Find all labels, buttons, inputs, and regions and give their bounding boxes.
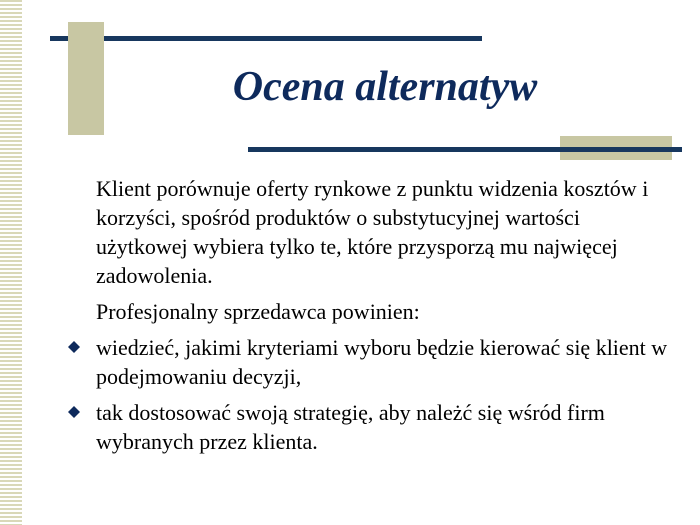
slide-title: Ocena alternatyw (232, 64, 538, 110)
body-paragraph-2: Profesjonalny sprzedawca powinien: (96, 299, 420, 324)
bullet-item-2 (96, 398, 676, 456)
diamond-bullet-icon (68, 406, 80, 418)
bullet-text-2: tak dostosować swoją strategię, aby należć się wśród firm wybranych przez klienta. (96, 400, 605, 454)
bottom-rule-line (248, 147, 682, 152)
slide-body (96, 174, 676, 463)
body-paragraph-1: Klient porównuje oferty rynkowe z punktu widzenia kosztów i korzyści, spośród produktów o substytucyjnej wartości użytkowej wybiera tylko te, które przysporzą mu najwięcej zadowolenia. (96, 176, 649, 288)
bullet-item-1 (96, 333, 676, 391)
top-rule-line (50, 36, 482, 41)
top-accent-block (68, 22, 104, 135)
left-stripes-decoration (0, 0, 22, 525)
bullet-text-1: wiedzieć, jakimi kryteriami wyboru będzie kierować się klient w podejmowaniu decyzji, (96, 335, 668, 389)
diamond-bullet-icon (68, 341, 80, 353)
